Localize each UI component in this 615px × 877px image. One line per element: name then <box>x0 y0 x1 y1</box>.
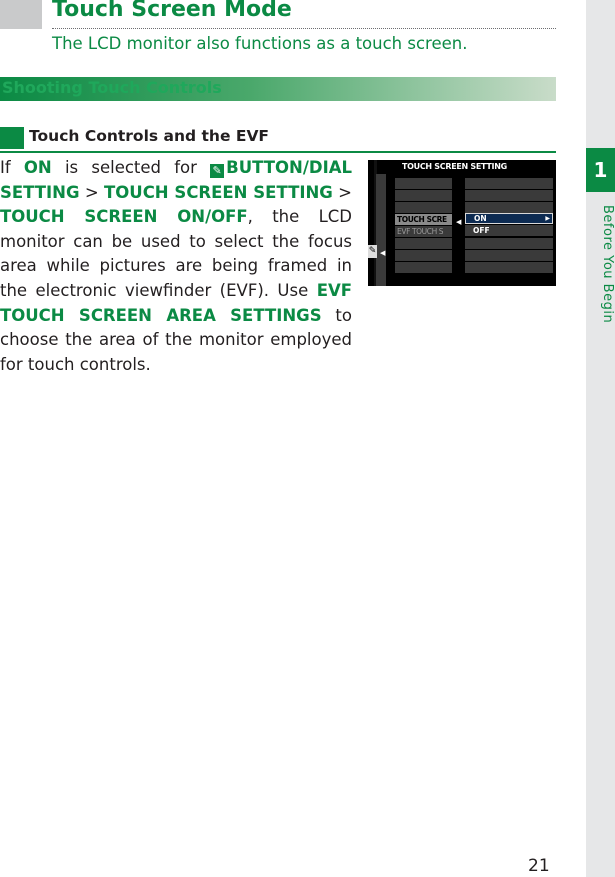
body-text-1: If <box>0 158 24 177</box>
kw-on: ON <box>23 158 52 177</box>
title-rule <box>52 28 556 29</box>
left-arrow-icon: ◀ <box>456 218 462 226</box>
left-arrow-icon: ◀ <box>380 249 386 257</box>
kw-evf-touch-area: EVF TOUCH SCREEN AREA SETTINGS <box>0 280 352 325</box>
option-row <box>465 202 553 213</box>
kw-touch-screen-setting: TOUCH SCREEN SETTING <box>104 182 333 202</box>
option-row <box>465 238 553 249</box>
body-text-4: to choose the area of the monitor employed for touch controls. <box>0 305 352 374</box>
section-band <box>0 77 556 101</box>
wrench-icon: ✎ <box>210 164 224 178</box>
menu-item-touch-screen: TOUCH SCRE <box>395 214 452 225</box>
kw-button-dial-setting: BUTTON/DIAL SETTING <box>0 158 353 202</box>
menu-item-evf-touch: EVF TOUCH S <box>395 226 452 237</box>
option-row <box>465 178 553 189</box>
chapter-label: Before You Begin <box>600 205 615 324</box>
section-heading: Shooting Touch Controls <box>2 78 222 97</box>
title-marker <box>0 0 42 29</box>
menu-row <box>395 250 452 261</box>
body-text-3: , the LCD monitor can be used to select the focus area while pictures are being framed in the electronic viewfinder (EVF). Use <box>0 207 352 300</box>
page-number: 21 <box>528 856 550 876</box>
option-on <box>465 213 553 224</box>
body-text-2: is selected for <box>51 158 211 177</box>
body-paragraph <box>0 156 352 377</box>
option-row <box>465 190 553 201</box>
option-row <box>465 250 553 261</box>
menu-row <box>395 238 452 249</box>
camera-screen <box>368 160 556 286</box>
path-separator: > <box>332 182 352 202</box>
chapter-number: 1 <box>586 148 615 192</box>
option-row <box>465 262 553 273</box>
subsection-marker <box>0 127 24 149</box>
menu-row <box>395 190 452 201</box>
subsection-rule <box>0 151 556 153</box>
right-arrow-icon: ▶ <box>545 215 550 222</box>
side-strip <box>586 0 615 877</box>
kw-touch-screen-on-off: TOUCH SCREEN ON/OFF <box>0 207 248 227</box>
option-off: OFF <box>465 225 553 236</box>
wrench-icon: ✎ <box>368 246 377 256</box>
subsection-heading: Touch Controls and the EVF <box>29 127 270 145</box>
menu-row <box>395 262 452 273</box>
menu-row <box>395 178 452 189</box>
page-title: Touch Screen Mode <box>52 0 292 22</box>
page-subtitle: The LCD monitor also functions as a touch screen. <box>52 34 468 53</box>
screen-title: TOUCH SCREEN SETTING <box>402 162 507 171</box>
menu-row <box>395 202 452 213</box>
option-on-label: ON <box>474 214 487 223</box>
path-separator: > <box>79 182 105 202</box>
screen-left-bar <box>376 174 386 286</box>
